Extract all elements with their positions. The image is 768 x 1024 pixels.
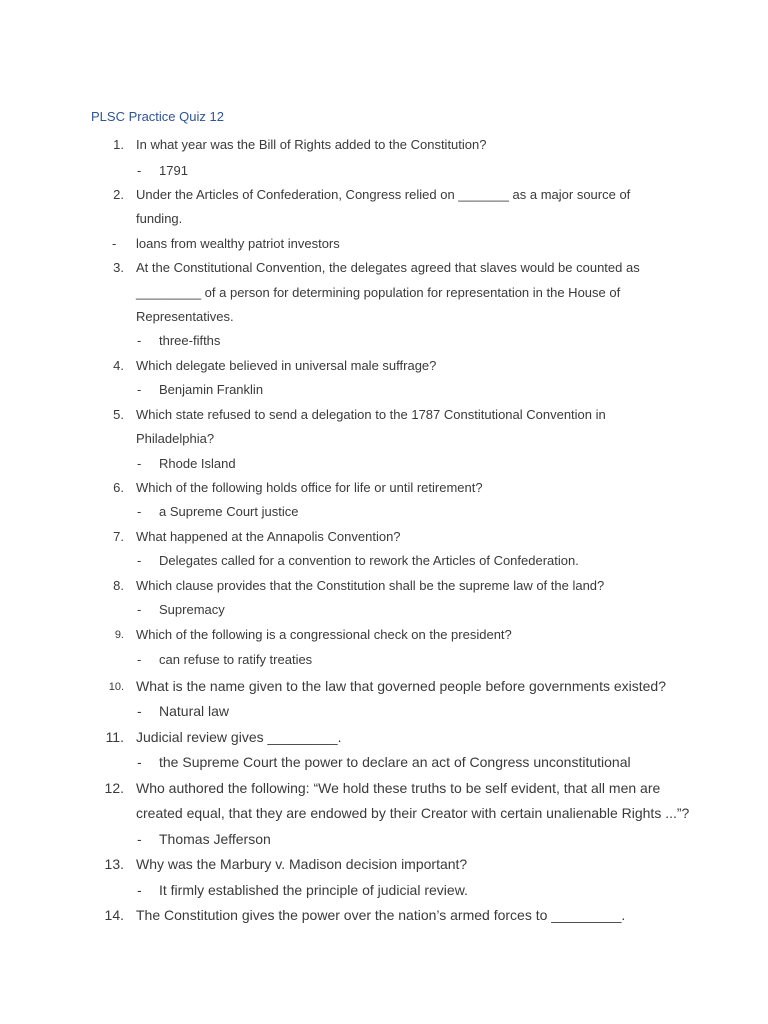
answer-text: three-fifths [159,333,221,348]
bullet-dash: - [112,236,117,251]
answer-text: Thomas Jefferson [159,831,271,847]
question-text: What is the name given to the law that governed people before governments existed? [136,678,666,694]
answer-text: Benjamin Franklin [159,382,264,397]
answer-text: Rhode Island [159,456,236,471]
question-text: Under the Articles of Confederation, Congress relied on _______ as a major source of [136,187,631,202]
question-text: Which of the following is a congressional check on the president? [136,627,512,642]
answer-text: a Supreme Court justice [159,504,299,519]
bullet-dash: - [137,382,142,397]
bullet-dash: - [137,504,142,519]
question-number: 6. [113,480,124,495]
question-text: Who authored the following: “We hold these truths to be self evident, that all men are [136,780,661,796]
bullet-dash: - [137,831,142,847]
question-number: 12. [104,780,124,796]
question-text: Judicial review gives _________. [136,729,342,745]
question-number: 3. [113,260,124,275]
page-title: PLSC Practice Quiz 12 [91,109,224,124]
question-number: 10. [108,681,124,693]
answer-text: 1791 [159,163,188,178]
answer-text: Natural law [159,703,230,719]
answer-text: the Supreme Court the power to declare an act of Congress unconstitutional [159,754,631,770]
question-text: In what year was the Bill of Rights added to the Constitution? [136,137,487,152]
answer-text: It firmly established the principle of judicial review. [159,882,468,898]
question-text: Which delegate believed in universal male suffrage? [136,358,437,373]
bullet-dash: - [137,602,142,617]
question-text: created equal, that they are endowed by their Creator with certain unalienable Rights ...”? [136,805,690,821]
question-number: 13. [104,856,124,872]
question-text: What happened at the Annapolis Convention? [136,529,401,544]
question-text: The Constitution gives the power over the nation’s armed forces to _________. [136,907,626,923]
bullet-dash: - [137,754,142,770]
question-number: 11. [105,729,124,745]
question-number: 8. [113,578,124,593]
question-text: Why was the Marbury v. Madison decision important? [136,856,468,872]
question-text: Representatives. [136,309,234,324]
bullet-dash: - [137,163,142,178]
question-number: 14. [104,907,124,923]
answer-text: can refuse to ratify treaties [159,652,313,667]
question-number: 5. [113,407,124,422]
question-text: Philadelphia? [136,431,215,446]
question-text: Which state refused to send a delegation to the 1787 Constitutional Convention in [136,407,606,422]
question-number: 4. [113,358,124,373]
answer-text: Supremacy [159,602,225,617]
question-text: Which clause provides that the Constitution shall be the supreme law of the land? [136,578,605,593]
answer-text: Delegates called for a convention to rework the Articles of Confederation. [159,553,579,568]
question-text: Which of the following holds office for life or until retirement? [136,480,483,495]
bullet-dash: - [137,333,142,348]
question-number: 9. [114,629,124,641]
bullet-dash: - [137,703,142,719]
question-text: At the Constitutional Convention, the delegates agreed that slaves would be counted as [136,260,640,275]
question-number: 7. [113,529,124,544]
bullet-dash: - [137,652,142,667]
question-number: 2. [113,187,124,202]
bullet-dash: - [137,882,142,898]
question-text: _________ of a person for determining population for representation in the House of [136,285,621,300]
question-text: funding. [136,211,183,226]
bullet-dash: - [137,456,142,471]
question-number: 1. [113,137,124,152]
bullet-dash: - [137,553,142,568]
answer-text: loans from wealthy patriot investors [136,236,340,251]
